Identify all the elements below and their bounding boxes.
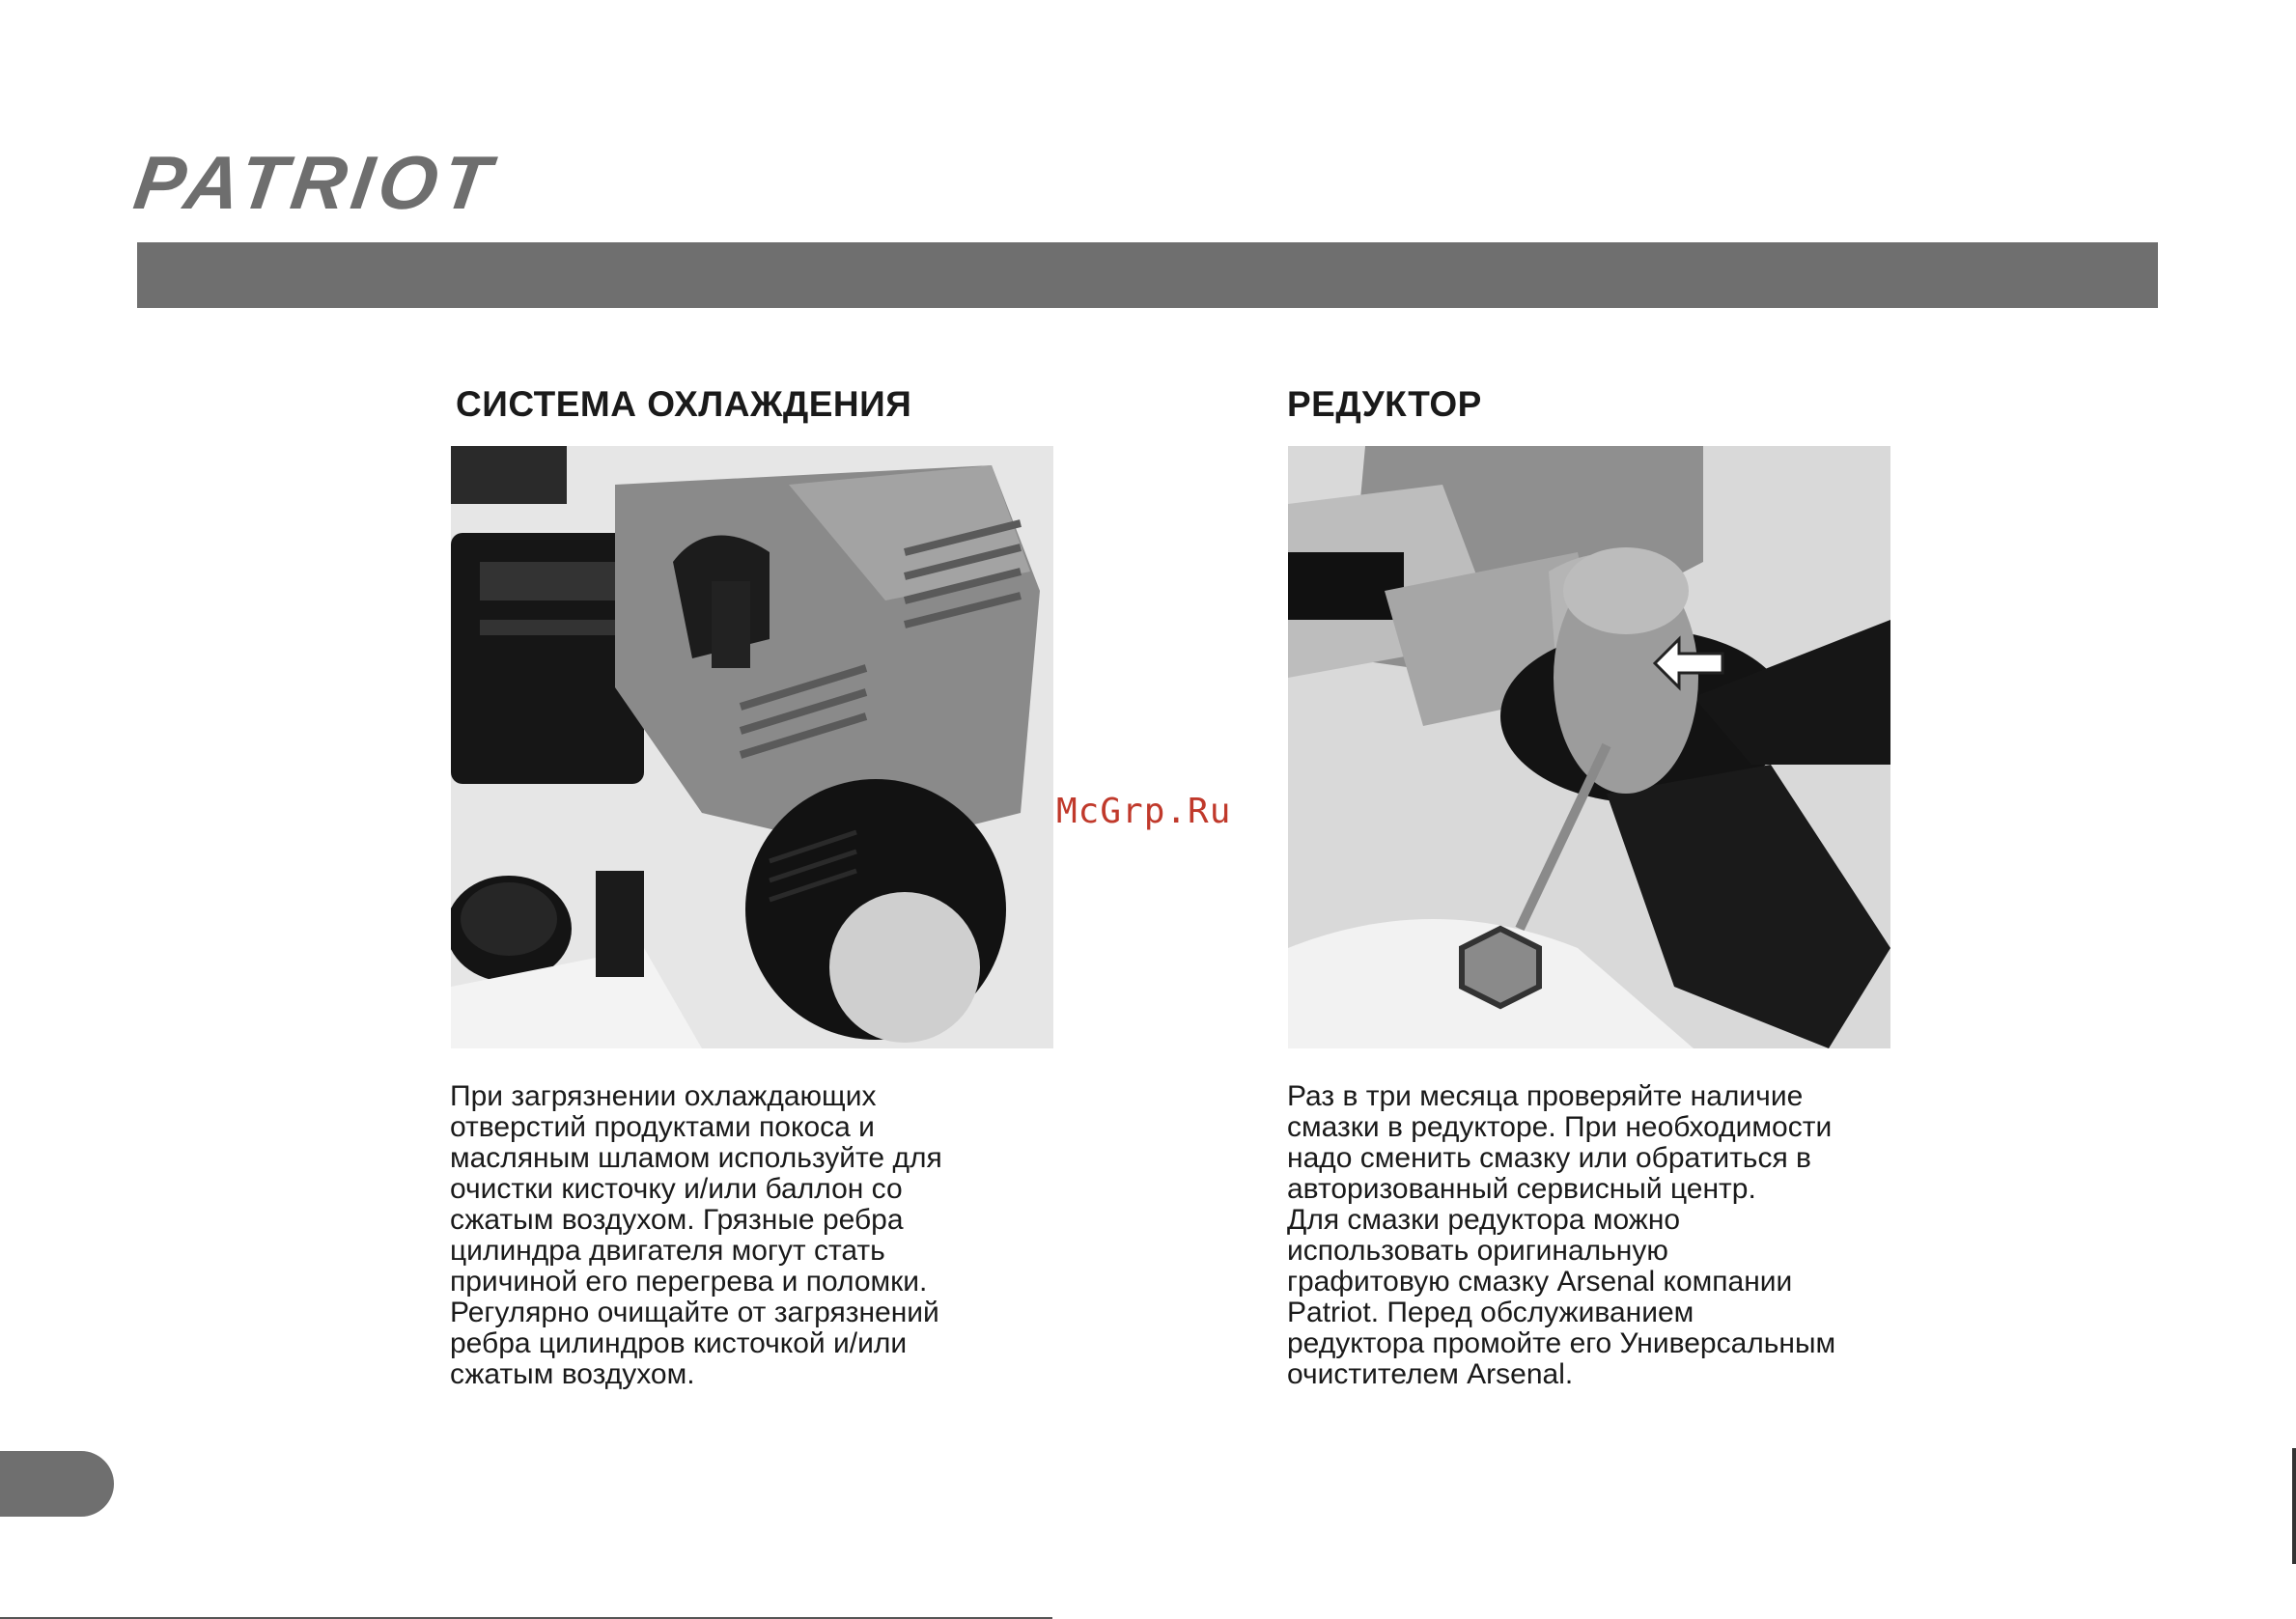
page-tab bbox=[0, 1451, 114, 1517]
section-title-cooling: СИСТЕМА ОХЛАЖДЕНИЯ bbox=[456, 384, 912, 424]
header-bar bbox=[137, 242, 2158, 308]
watermark: McGrp.Ru bbox=[1056, 792, 1232, 831]
brand-logo: PATRIOT bbox=[128, 140, 501, 225]
gearbox-photo bbox=[1288, 446, 1890, 1048]
cooling-text: При загрязнении охлаждающих отверстий продуктами покоса и масляным шламом используйте для очистки кисточку и/или баллон со сжатым воздухом. Грязные ребра цилиндра двигателя могут стать причиной его перегрева и поломки. Регулярно очищайте от загрязнений ребра цилиндров кисточкой и/или сжатым воздухом. bbox=[450, 1080, 942, 1390]
section-title-gearbox: РЕДУКТОР bbox=[1287, 384, 1482, 424]
cooling-description bbox=[450, 1081, 1068, 1390]
gearbox-description bbox=[1287, 1081, 1905, 1390]
gearbox-text: Раз в три месяца проверяйте наличие смазки в редукторе. При необходимости надо сменить смазку или обратиться в авторизованный сервисный центр. Для смазки редуктора можно использовать оригинальную графитовую смазку Arsenal компании Patriot. Перед обслуживанием редуктора промойте его Универсальным очистителем Arsenal. bbox=[1287, 1080, 1836, 1390]
engine-photo bbox=[451, 446, 1053, 1048]
right-edge-mark bbox=[2292, 1448, 2296, 1564]
